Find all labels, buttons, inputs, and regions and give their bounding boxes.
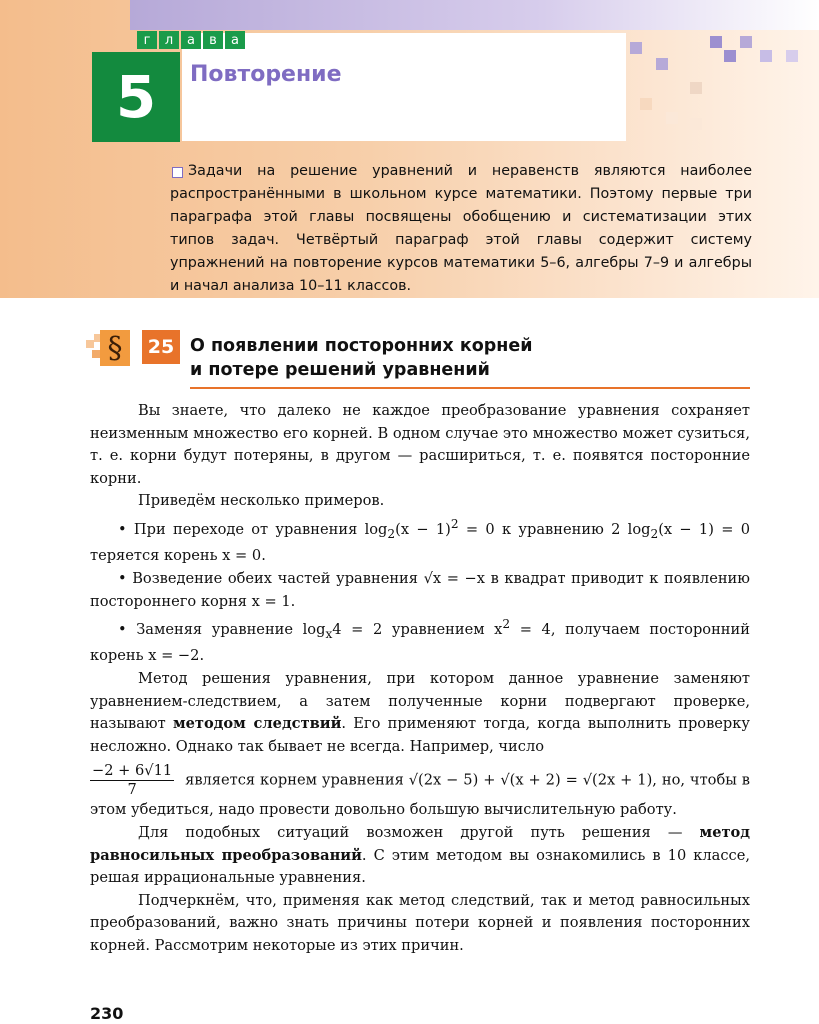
superscript: 2 <box>450 516 459 531</box>
paragraph <box>90 668 750 758</box>
chapter-intro <box>170 160 752 298</box>
text-run: Метод решения уравнения, при котором данное уравнение заменяют уравнением-следствием, а затем полученные корни подвергают проверке, называют <box>90 670 750 733</box>
text-run: . С этим методом вы ознакомились в 10 классе, решая иррациональные уравнения. <box>90 846 750 887</box>
section-number: 25 <box>142 330 180 364</box>
paragraph <box>90 762 750 822</box>
chapter-label-letter: а <box>181 31 201 49</box>
section-divider <box>190 387 750 389</box>
chapter-intro-text: Задачи на решение уравнений и неравенств являются наиболее распространёнными в школьном курсе математики. Поэтому первые три параграфа этой главы посвящены обобщению и систематизации этих типов задач. Четвёртый параграф этой главы содержит систему упражнений на повторение курсов математики 5–6, алгебры 7–9 и алгебры и начал анализа 10–11 классов. <box>170 163 752 294</box>
section-body <box>90 400 750 958</box>
term-bold: методом следствий <box>172 715 342 733</box>
chapter-label-letter: л <box>159 31 179 49</box>
text-run: = 0 к уравнению 2 log <box>458 520 651 538</box>
section-sign: § <box>100 330 130 366</box>
text-run: , но, чтобы в этом убедиться, надо провести довольно большую вычислительную работу. <box>90 771 750 819</box>
math-equation: √(2x − 5) + √(x + 2) = √(2x + 1) <box>408 771 653 789</box>
header-top-strip <box>130 0 819 30</box>
fraction-numerator: −2 + 6√11 <box>92 762 173 780</box>
text-run: является корнем уравнения <box>180 771 409 789</box>
superscript: 2 <box>502 617 511 632</box>
paragraph <box>90 822 750 890</box>
chapter-label <box>137 31 245 49</box>
example-bullet <box>90 568 750 613</box>
fraction <box>90 762 174 799</box>
text-run: = 4, получаем посторонний корень x = −2. <box>90 620 750 665</box>
chapter-label-letter: а <box>225 31 245 49</box>
math-sqrt: √x <box>423 569 442 587</box>
chapter-label-letter: г <box>137 31 157 49</box>
text-run: 4 = 2 уравнением x <box>332 620 503 638</box>
text-run: . Его применяют тогда, когда выполнить проверку несложно. Однако так бывает не всегда. Например, число <box>90 715 750 755</box>
text-run: Для подобных ситуаций возможен другой путь решения — <box>138 824 700 842</box>
text-run: • При переходе от уравнения log <box>118 520 388 538</box>
term-bold: метод равносильных преобразований <box>90 824 750 864</box>
paragraph: Приведём несколько примеров. <box>138 492 385 510</box>
example-bullet <box>90 513 750 568</box>
paragraph: Вы знаете, что далеко не каждое преобразование уравнения сохраняет неизменным множество его корней. В одном случае это множество может сузиться, т. е. корни будут потеряны, в другом — расшириться, т. е. появятся посторонние корни. <box>90 402 750 487</box>
subscript: 2 <box>387 526 396 541</box>
chapter-title: Повторение <box>190 62 342 87</box>
page-number: 230 <box>90 1004 124 1023</box>
subscript: 2 <box>650 526 659 541</box>
chapter-number: 5 <box>92 52 180 142</box>
chapter-label-letter: в <box>203 31 223 49</box>
text-run: • Возведение обеих частей уравнения <box>118 569 424 587</box>
text-run: (x − 1) = 0 теряется корень x = 0. <box>90 520 751 565</box>
fraction-denominator: 7 <box>127 781 137 799</box>
section-title-line: и потере решений уравнений <box>190 360 490 380</box>
section-title-line: О появлении посторонних корней <box>190 336 533 356</box>
subscript: x <box>325 626 333 641</box>
text-run: = −x в квадрат приводит к появлению постороннего корня x = 1. <box>90 569 750 610</box>
example-bullet <box>90 613 750 668</box>
paragraph: Подчеркнём, что, применяя как метод следствий, так и метод равносильных преобразований, важно знать причины потери корней и появления посторонних корней. Рассмотрим некоторые из этих причин. <box>90 891 750 954</box>
text-run: (x − 1) <box>395 520 451 538</box>
chapter-title-panel <box>182 33 626 141</box>
text-run: • Заменяя уравнение log <box>118 620 326 638</box>
section-title <box>190 334 750 382</box>
